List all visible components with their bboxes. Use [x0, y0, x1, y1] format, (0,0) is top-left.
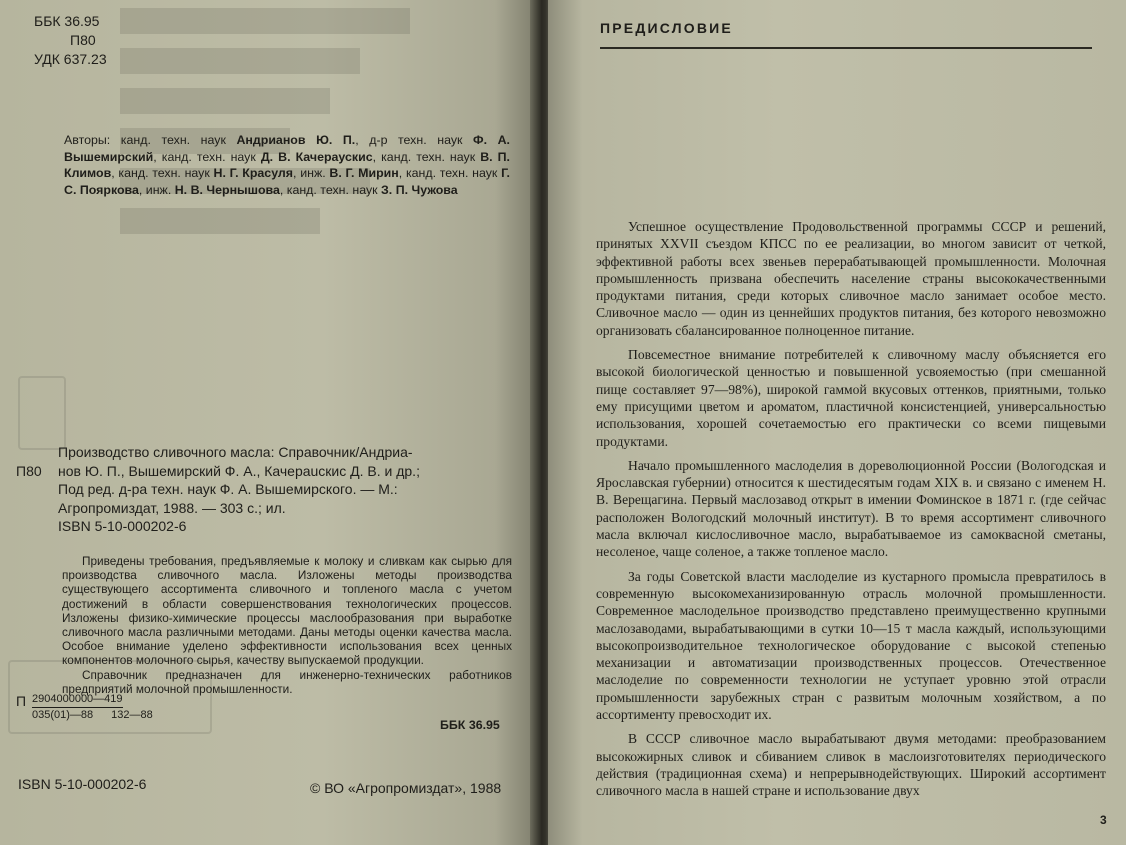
author-name: В. Г. Мирин	[329, 166, 399, 181]
bibliographic-record	[16, 443, 512, 536]
author-credential: , канд. техн. наук	[398, 166, 502, 181]
annotation	[62, 554, 512, 696]
author-credential: , канд. техн. наук	[153, 149, 261, 164]
author-name: З. П. Чужова	[381, 182, 458, 197]
bbk-code: ББК 36.95	[34, 13, 100, 29]
preface-paragraph: В СССР сливочное масло вырабатывают двумя методами: преобразованием высокожирных сливок и сбиванием сливок в маслоизготовителях периодического действия (традиционная схема) и непрерывнодействующих. Широкий ассортимент сливочного масла в нашей стране и использование двух	[596, 731, 1106, 799]
catalog-index	[16, 692, 196, 722]
author-credential: Авторы: канд. техн. наук	[64, 133, 237, 147]
heading-rule	[600, 47, 1092, 49]
biblio-line: Производство сливочного масла: Справочник/Андриа-	[58, 444, 413, 460]
author-name: Н. В. Чернышова	[174, 182, 280, 197]
right-page	[548, 0, 1126, 845]
annotation-paragraph: Справочник предназначен для инженерно-технических работников предприятий молочной промышленности.	[62, 667, 512, 696]
preface-paragraph: Повсеместное внимание потребителей к сливочному маслу объясняется его высокой биологической ценностью и повышенной усвояемостью (при смешанной пище составляет 97—98%), широкой гаммой вкусовых оттенков, приятными, только ему присущими цветом и ароматом, пластичной консистенцией, универсальностью использования, хорошей сочетаемостью его практически со всеми пищевыми продуктами.	[596, 347, 1106, 449]
author-name: В. П. Климов	[64, 149, 510, 181]
author-name: Д. В. Качераускис	[260, 149, 373, 164]
annotation-paragraph: Приведены требования, предъявляемые к молоку и сливкам как сырью для производства сливочного масла. Изложены методы производства существующего ассортимента сливочного и топленого масла с учетом достижений в области совершенствования технологических процессов. Изложены физико-химические процессы маслообразования при выработке сливочного масла различными методами. Даны методы оценки качества масла. Особое внимание уделено эффективности использования всех ценных компонентов молочного сырья, качеству выпускаемой продукции.	[62, 554, 512, 668]
author-credential: , канд. техн. наук	[111, 166, 214, 181]
copyright-line: © ВО «Агропромиздат», 1988	[310, 780, 502, 796]
udk-code: УДК 637.23	[34, 51, 107, 67]
index-code: 035(01)—88	[32, 709, 94, 721]
preface-text	[596, 218, 1106, 807]
author-credential: , д-р техн. наук	[355, 133, 474, 147]
preface-paragraph: Начало промышленного маслоделия в дореволюционной России (Вологодская и Ярославская губернии) относится к шестидесятым годам XIX в. и связано с именем Н. В. Верещагина. Первый маслозавод открыт в имении Фоминское в 1871 г. (где сейчас расположен Вологодский молочный институт). В то время ассортимент сливочного масла включал кислосливочное масло, вырабатываемое из самоквасной сметаны, несоленое, чаще соленое, а также топленое масло.	[596, 457, 1106, 560]
left-page	[0, 0, 538, 845]
authors-list	[64, 132, 510, 198]
biblio-line: нов Ю. П., Вышемирский Ф. А., Качерauскис Д. В. и др.;	[58, 462, 420, 479]
index-letter: П	[16, 693, 27, 709]
classification-codes	[34, 12, 107, 69]
biblio-line: Под ред. д-ра техн. наук Ф. А. Вышемирского. — М.:	[58, 481, 398, 498]
preface-paragraph: За годы Советской власти маслоделие из кустарного промысла превратилось в современную высокомеханизированную отрасль молочной промышленности. Современное маслодельное производство представлено преимущественно крупными маслозаводами, вырабатывающими в сутки 10—15 т масла каждый, использующими высокопроизводительное технологическое оборудование с высокой степенью механизации и автоматизации производственных процессов. Отечественное маслоделие по современности технологии не уступает уровню этой отрасли промышленности зарубежных стран с развитым молочным хозяйством, а по ассортименту превосходит их.	[596, 568, 1106, 723]
preface-paragraph: Успешное осуществление Продовольственной программы СССР и решений, принятых XXVII съездом КПСС по ее реализации, во многом зависит от четкой, эффективной работы всех звеньев перерабатывающей промышленности. Молочная промышленность призвана обеспечить население страны высококачественными продуктами питания, среди которых сливочное масло занимает особое место. Сливочное масло — один из ценнейших продуктов питания, без которого невозможно организовать сбалансированное полноценное питание.	[596, 219, 1106, 338]
author-name: Андрианов Ю. П.	[236, 133, 356, 147]
author-credential: , канд. техн. наук	[372, 149, 481, 164]
biblio-line: Агропромиздат, 1988. — 303 с.; ил.	[58, 499, 286, 516]
biblio-isbn: ISBN 5-10-000202-6	[58, 518, 187, 535]
author-credential: , инж.	[138, 182, 175, 197]
isbn-bottom: ISBN 5-10-000202-6	[18, 776, 147, 792]
stamp-impression	[18, 376, 66, 450]
section-heading: ПРЕДИСЛОВИЕ	[600, 20, 733, 36]
author-credential: , инж.	[293, 166, 330, 181]
biblio-code: П80	[16, 462, 42, 479]
index-code: 132—88	[111, 709, 153, 721]
author-mark: П80	[70, 32, 96, 48]
bbk-code-bottom: ББК 36.95	[440, 718, 500, 732]
author-credential: , канд. техн. наук	[279, 182, 382, 197]
index-number: 2904000000—419	[32, 692, 123, 708]
page-number: 3	[1100, 813, 1107, 827]
author-name: Ф. А. Вышемирский	[64, 133, 510, 164]
author-name: Г. С. Пояркова	[64, 166, 510, 197]
author-name: Н. Г. Красуля	[213, 166, 294, 181]
